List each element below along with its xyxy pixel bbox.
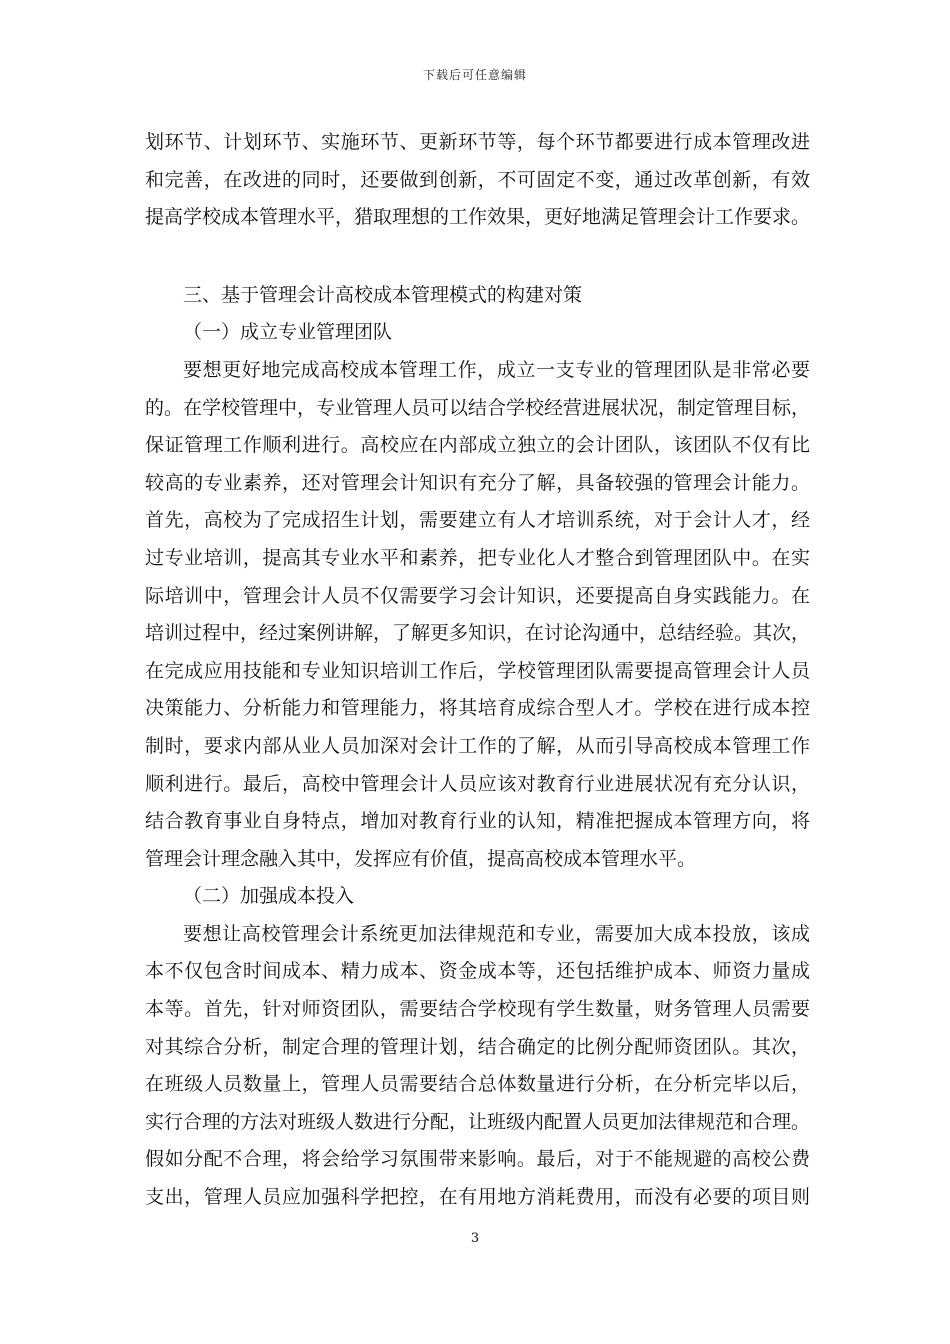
paragraph-subsection-1 — [145, 352, 810, 878]
text-line: 顺利进行。最后，高校中管理会计人员应该对教育行业进展状况有充分认识， — [145, 772, 810, 795]
text-line: 制时，要求内部从业人员加深对会计工作的了解，从而引导高校成本管理工作 — [145, 734, 810, 757]
text-line: 本等。首先，针对师资团队，需要结合学校现有学生数量，财务管理人员需要 — [145, 998, 810, 1021]
text-line: 本不仅包含时间成本、精力成本、资金成本等，还包括维护成本、师资力量成 — [145, 960, 810, 983]
text-line: 培训过程中，经过案例讲解，了解更多知识，在讨论沟通中，总结经验。其次， — [145, 622, 810, 645]
text-line: 划环节、计划环节、实施环节、更新环节等，每个环节都要进行成本管理改进 — [145, 131, 810, 153]
subsection-heading-2: （二）加强成本投入 — [183, 885, 355, 908]
text-line: 决策能力、分析能力和管理能力，将其培育成综合型人才。学校在进行成本控 — [145, 697, 810, 720]
section-heading: 三、基于管理会计高校成本管理模式的构建对策 — [183, 283, 583, 306]
text-line: 和完善，在改进的同时，还要做到创新，不可固定不变，通过改革创新，有效 — [145, 168, 810, 191]
text-line: 保证管理工作顺利进行。高校应在内部成立独立的会计团队，该团队不仅有比 — [145, 434, 810, 457]
paragraph-subsection-2 — [145, 916, 810, 1217]
page-number: 3 — [470, 1231, 480, 1246]
text-line: 支出，管理人员应加强科学把控，在有用地方消耗费用，而没有必要的项目则 — [145, 1186, 810, 1209]
text-line: 要想让高校管理会计系统更加法律规范和专业，需要加大成本投放，该成 — [183, 922, 810, 945]
text-line: 首先，高校为了完成招生计划，需要建立有人才培训系统，对于会计人才，经 — [145, 509, 810, 532]
document-body — [145, 124, 810, 1217]
text-line: 结合教育事业自身特点，增加对教育行业的认知，精准把握成本管理方向，将 — [145, 810, 810, 833]
paragraph-gap — [145, 237, 810, 277]
text-line: 假如分配不合理，将会给学习氛围带来影响。最后，对于不能规避的高校公费 — [145, 1148, 810, 1171]
paragraph-top — [145, 124, 810, 237]
text-line: 际培训中，管理会计人员不仅需要学习会计知识，还要提高自身实践能力。在 — [145, 584, 810, 607]
text-line: 在完成应用技能和专业知识培训工作后，学校管理团队需要提高管理会计人员 — [145, 659, 810, 682]
text-line: 在班级人员数量上，管理人员需要结合总体数量进行分析，在分析完毕以后， — [145, 1073, 810, 1096]
text-line: 管理会计理念融入其中，发挥应有价值，提高高校成本管理水平。 — [145, 847, 697, 870]
text-line: 提高学校成本管理水平，猎取理想的工作效果，更好地满足管理会计工作要求。 — [145, 206, 810, 229]
text-line: 实行合理的方法对班级人数进行分配，让班级内配置人员更加法律规范和合理。 — [145, 1110, 810, 1133]
text-line: 要想更好地完成高校成本管理工作，成立一支专业的管理团队是非常必要 — [183, 358, 810, 381]
text-line: 过专业培训，提高其专业水平和素养，把专业化人才整合到管理团队中。在实 — [145, 546, 810, 569]
text-line: 的。在学校管理中，专业管理人员可以结合学校经营进展状况，制定管理目标， — [145, 396, 810, 419]
text-line: 较高的专业素养，还对管理会计知识有充分了解，具备较强的管理会计能力。 — [145, 471, 810, 494]
page-header: 下载后可任意编辑 — [422, 68, 527, 82]
subsection-heading-1: （一）成立专业管理团队 — [183, 321, 393, 344]
text-line: 对其综合分析，制定合理的管理计划，结合确定的比例分配师资团队。其次， — [145, 1035, 810, 1058]
